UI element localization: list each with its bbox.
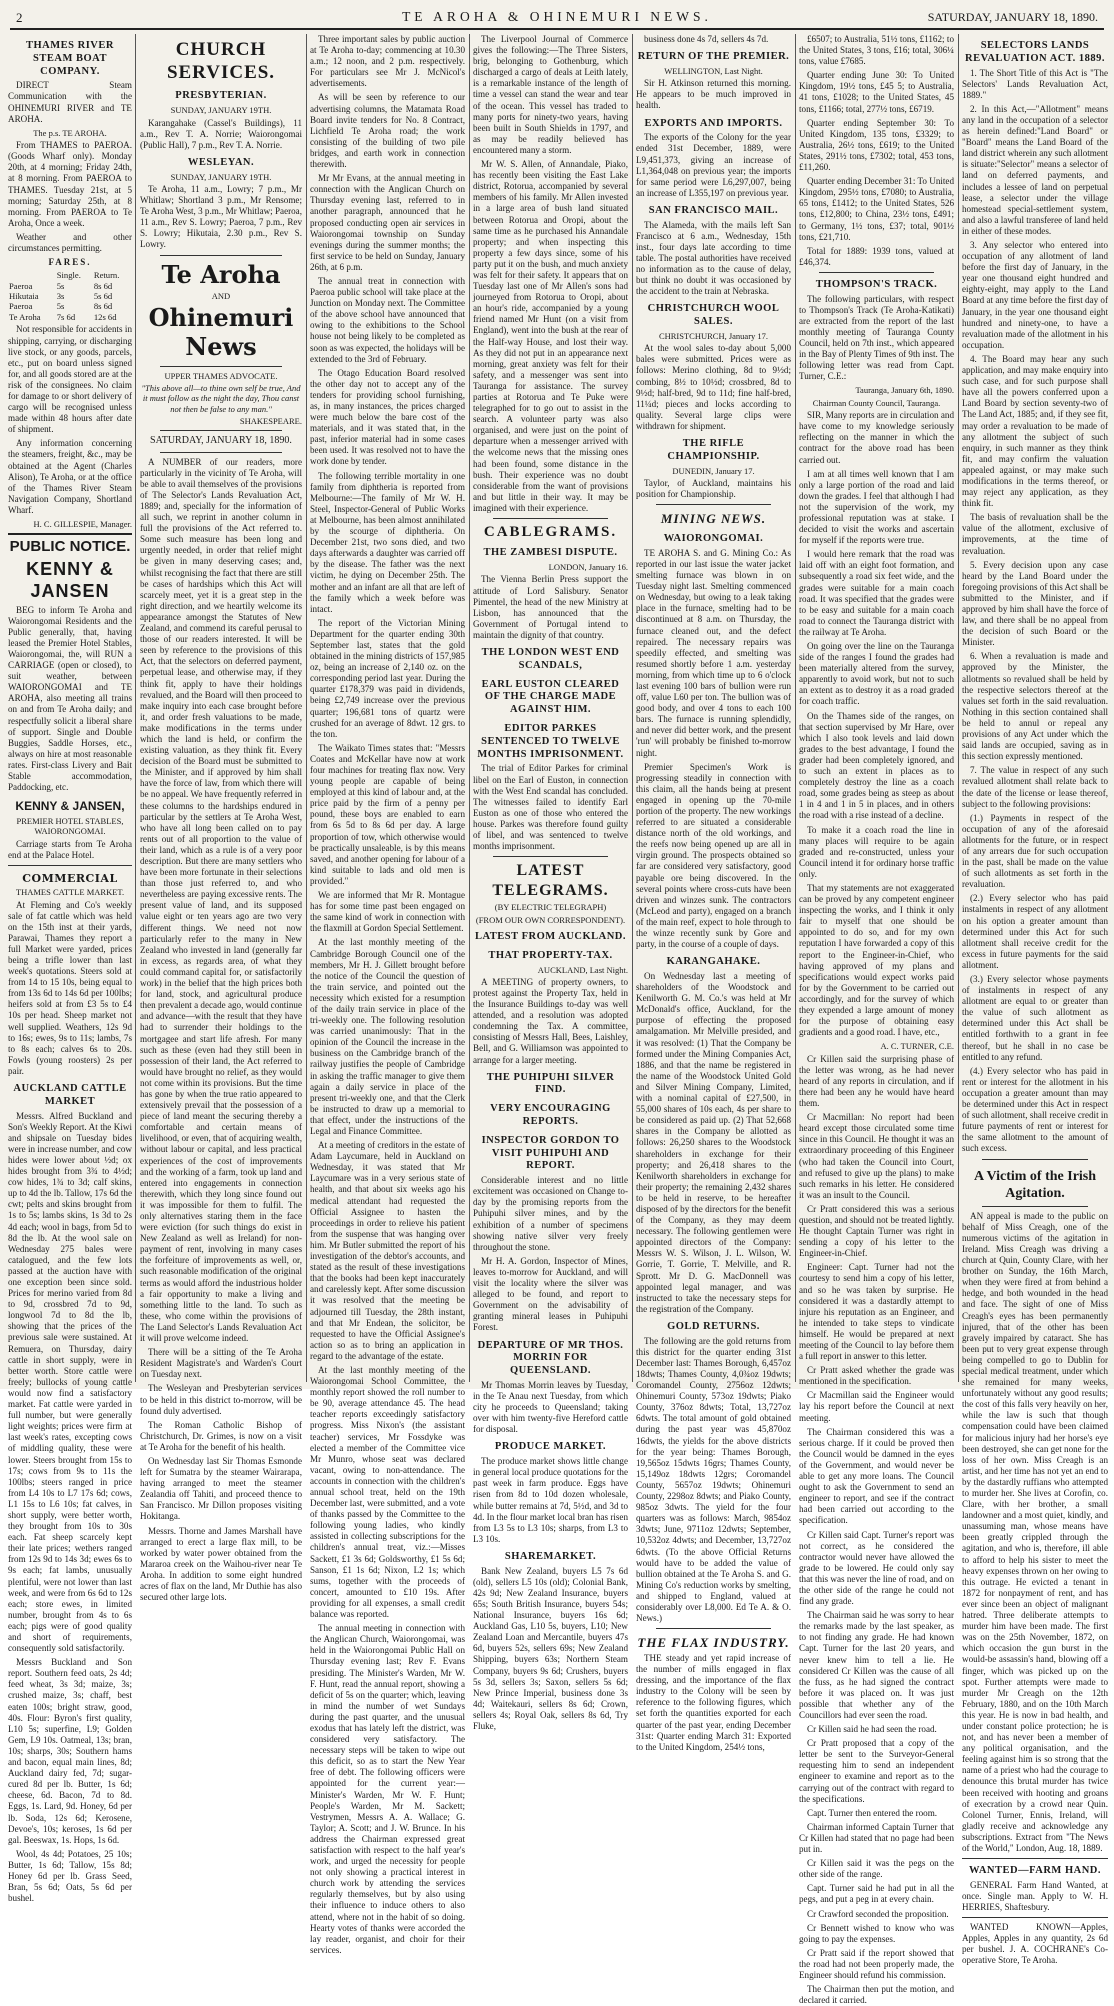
flax-heading: THE FLAX INDUSTRY.	[637, 1635, 790, 1651]
motto-attribution: SHAKESPEARE.	[239, 416, 302, 427]
presbyterian-text: Karangahake (Cassel's Buildings), 11 a.m., Rev T. A. Norrie; Waiorongomai (Public Hall), 7 p.m., Rev T. A. Norrie.	[140, 117, 302, 150]
presbyterian-date: SUNDAY, JANUARY 19TH.	[170, 105, 272, 116]
auckland-produce-text: Messrs Buckland and Son report. Southern feed oats, 2s 4d; feed wheat, 3s 3d; maize, 3s; crushed maize, 3s; chaff, best eaten 100s; bright straw, good, 40s. Flour: Byron's first quality, L10 5s; superfine, L9; Golden Gem, L9 10s. Oatmeal, 13s; bran, 10s; sharps, 30s; Southern hams and bacon, equal main lines, 8d; Auckland dairy fed, 7d; sugar-cured 8d per lb. Butter, 1s 6d; cheese, 6d. Bacon, 7d to 8d. Eggs, 1s. Lard, 9d. Honey, 6d per lb. Soda, 12s 6d; Kerosene, Devoe's, 10s; keroses, 1s 6d per gal. Beeswax, 1s. Hops, 1s 6d.	[8, 1657, 132, 1845]
divider	[656, 1628, 771, 1629]
kenny-jansen-text: BEG to inform Te Aroha and Waiorongomai Residents and the Public generally, that, having leased the Premier Hotel Stables, Waiorongomai, the, will RUN a CARRIAGE (open or closed), to suit weather, between WAIORONGOMAI and TE AROHA, also meeting all trains on and from Te Aroha daily; and respectfully solicit a liberal share of support. Single and Double Buggies, Saddle Horses, etc., always on hire at most reasonable rates. First-class Livery and Bait Stable accommodation, Paddocking, etc.	[8, 604, 132, 793]
act-section: 6. When a revaluation is made and approved by the Minister, the allotments so revalued shall be held by the respective selectors thereof at the values set forth in the said revaluation. Nothing in this section contained shall be held to annul or repeal any provisions of any Act under which the said lands are occupied, saving as in this section expressly mentioned.	[962, 651, 1108, 762]
property-tax-dateline: AUCKLAND, Last Night.	[537, 964, 628, 975]
act-section: (4.) Every selector who has paid in rent or interest for the allotment in his occupation a greater amount than may be determined under this Act in respect of such allotment, shall receive credit in future payments of rent or interest for the same allotment to the amount of such excess.	[962, 1065, 1108, 1154]
steamboat-ad-text: DIRECT Steam Communication with the OHINEMURI RIVER and TE AROHA.	[8, 80, 132, 124]
property-tax-heading: THAT PROPERTY-TAX.	[488, 949, 613, 961]
zambesi-heading: THE ZAMBESI DISPUTE.	[483, 547, 618, 559]
column-3	[310, 34, 465, 1955]
fares-caption: FARES.	[48, 257, 92, 268]
column-rule	[632, 34, 633, 1382]
karangahake-heading: KARANGAHAKE.	[666, 956, 761, 968]
exports-heading: EXPORTS AND IMPORTS.	[644, 117, 783, 129]
running-masthead: TE AROHA & OHINEMURI NEWS.	[402, 9, 712, 24]
produce-text: The produce market shows little change in general local produce quotations for the past week in farm produce. Eggs have risen from 8d to 10d dozen wholesale, while butter remains at 7d, 5½d, and 3d to 4d. In the flour market local bran has risen from L3 5s to L3 10s; sharps, from L3 to L3 10s.	[473, 1456, 628, 1544]
act-section: (1.) Payments in respect of the occupation of any of the aforesaid allotments for the future, or in respect of any arrears due for such occupation in the past, shall be made on the value of such allotments as set forth in the revaluation.	[962, 812, 1108, 890]
divider	[656, 504, 771, 505]
zambesi-text: The Vienna Berlin Press support the attitude of Lord Salisbury. Senator Pimentel, the head of the new Ministry at Lisbon, has announced that the Government of Portugal intend to maintain the dignity of that country.	[473, 574, 628, 640]
premier-text: Sir H. Atkinson returned this morning. He appears to be much improved in health.	[636, 78, 791, 111]
church-services-heading: CHURCH SERVICES.	[166, 39, 276, 84]
rifle-text: Taylor, of Auckland, maintains his position for Championship.	[636, 478, 791, 500]
fares-cell: Paeroa	[9, 280, 33, 291]
steamboat-weather: Weather and other circumstances permitting.	[8, 231, 132, 253]
track-letter: On the Thames side of the ranges, on that section supervised by Mr Hare, over which I also took levels and laid down grades to the best advantage, I found the grader had been completely ignored, and to such an extent in places as to completely destroy the line as a coach road, some grades being as steep as about 1 in 4 and 1 in 5 in places, and in others the road with a rise instead of a decline.	[799, 710, 954, 821]
editorial-text: A NUMBER of our readers, more particularly in the vicinity of Te Aroha, will be able to avail themselves of the provisions of The Selector's Lands Revaluation Act, 1889; and, specially for the information of all such, we reprint in another column in full the provisions of the Act referred to. Some such measure has been long and urgently needed, in order that relief might be given in many deserving cases; and, whilst recognising the fact that there are still be cases of hardships which this Act will scarcely meet, yet it is a great step in the right direction, and we heartily welcome its appearance amongst the Statutes of New Zealand, and commend its careful perusal to those of our readers interested. It will be seen by reference to the provisions of this Act, that the selectors on deferred payment, perpetual lease, and otherwise may, if they think fit, apply to have their holdings revalued, and the Board will then proceed to make inquiry into each case brought before it, and order fresh valuations to be made, make modifications in the terms under which the land is held, or confirm the existing valuation, as they think fit. Every decision of the Board must be submitted to the Minister, and if approved by him shall have the force of law, from which there will be no appeal. We have frequently referred in these columns to the hardships endured in particular by the settlers at Te Aroha West, who have all long been called on to pay rents out of all proportion to the value of their land, which as a rule is of a very poor description. But there are many settlers who have been more fortunate in their selections than those just referred to, and who nevertheless are paying excessive rents. The present value of land, and its supposed value eight or ten years ago are two very different things. We need not now particularly refer to the many in New Zealand who invested in land (generally far in excess, as regards area, of what they could command capital for, or satisfactorily work) in the belief that the high prices both for land, stock, and agricultural produce then prevalent a decade ago, would continue and advance—with the result that they have had to surrender their holdings to the mortgagee and start life afresh. For many such as these (even had they still been in possession of their land, the Act referred to would have brought no relief, as they would not come within its provisions. But the time has gone by when the true ratio appeared to extensively prevail that the possession of a piece of land meant the securing thereby a comfortable and certain means of livelihood, or even, that of acquiring wealth, without labour or capital, and less practical experiences of the cost of improvements and the working of a farm, took up land and entered into engagements in connection therewith, which they long since found out it was impossible for them to fulfil. The only alternatives staring them in the face were eviction (for such things do exist in New Zealand as well as Ireland) for non-payment of rent, involving in many cases the forfeiture of improvements as well, or, such reasonable modification of the original terms as would afford the industrious holder a fair opportunity to make a living and something little to the land. To such as these, who come within the provisions of The Land Selector's Lands Revaluation Act it will prove welcome indeed.	[140, 456, 302, 1344]
news-paragraph: Mr Mr Evans, at the annual meeting in connection with the Anglican Church on Thursday evening last, referred to in another paragraph, announced that he proposed conducting open air services in Waiorongomai township on Sunday evenings during the summer months; the first service to be held on Sunday, January 26th, at 6 p.m.	[310, 173, 465, 272]
waiorongomai-text: TE AROHA S. and G. Mining Co.: As reported in our last issue the water jacket smelting furnace was blown in on Tuesday night last. Smelting commenced on Wednesday, but owing to a leak taking place in the furnace, smelting had to be discontinued at 8 a.m. on Thursday, the furnace cleaned out, and the defect repaired. The necessary repairs was speedily effected, and smelting was resumed shortly before 1 a.m. yesterday morning, from which time up to 6 o'clock last evening 100 bars of bullion were run off, value L60 per ton. The bullion was of good body, and over 4 tons to each 100 bars. The furnace is running splendidly, and never did better work, and the present 'run' will probably be finished to-morrow night.	[636, 547, 791, 758]
divider	[160, 255, 282, 256]
column-5	[636, 34, 791, 1752]
track-discussion: Cr Pratt asked whether the grade was mentioned in the specification.	[799, 1365, 954, 1387]
fares-cell: 12s 6d	[93, 311, 117, 322]
act-section: 7. The value in respect of any such revalued allotment shall relate back to the date of the license or lease thereof, subject to the following provisions:	[962, 765, 1108, 809]
fares-cell: Te Aroha	[9, 311, 41, 322]
irish-victim-text: AN appeal is made to the public on behalf of Miss Creagh, one of the numerous victims of the agitation in Ireland. Miss Creagh was driving a church at Quin, County Clare, with her brother on Sunday, the 16th March, when they were fired at from behind a hedge, and both wounded in the head and face. The sight of one of Miss Creagh's eyes has been permanently injured, that of the other has been gravely impaired by cataract. She has been put to very great expense through being compelled to go to Dublin for special medical treatment, under which she remained for many weeks, unfortunately without any good results; the cost of this falls very heavily on her, while the law is such that though compensation could have been claimed for malicious injury had her horse's eye been destroyed, she can get none for the loss of her own. Miss Creagh is an artist, and her time has not yet an end to by the dastardly ruffians who attempted to murder her. She lives at Corofin, co. Clare, with her brother, a small landowner and a most quiet, kindly, and unassuming man, whose means have been greatly crippled through the agitation, and who is, therefore, ill able to afford to help his sister to meet the heavy expenses thrown on her owing to this outrage. He evicted a tenant in 1872 for nonpayment of rent, and has ever since been an object of malignant hatred. Three deliberate attempts to murder him have been made. The first was on the 25th November, 1872, on which occasion the gun burst in the would-be assassin's hand, blowing off a finger, which was picked up on the spot. Further attempts were made to murder Mr Creagh on the 12th February, 1880, and on the 10th March this year. He is now in bad health, and under constant police protection; he is not, and has never been a member of any political organisation, and the feeling against him is so strong that the name of a priest who had the courage to denounce this brutal murder has twice been received with hooting and groans of execration by a crowd near Quin. Colonel Turner, Ennis, Ireland, will gladly receive and acknowledge any subscriptions. Extract from "The News of the World," London, Aug. 18, 1889.	[962, 1210, 1108, 1853]
news-paragraph: The Otago Education Board resolved the other day not to accept any of the tenders for providing school furnishing, as, in many instances, the prices charged were much below the bare cost of the materials, and it was stated that, in the past, inferior material had in some cases been used. It was resolved not to have the work done by tender.	[310, 367, 465, 467]
track-discussion: Cr Pratt proposed that a copy of the letter be sent to the Surveyor-General requesting him to send an independent engineer to examine and report as to the carrying out of the contract with regard to the specifications.	[799, 1738, 954, 1804]
track-letter: I am at all times well known that I am only a large portion of the road and laid down the grades. I feel that although I had not the supervision of the work, my professional reputation was at stake. I decided to visit the works and ascertain for myself if the reports were true.	[799, 468, 954, 546]
steamboat-ad-title: THAMES RIVER STEAM BOAT COMPANY.	[26, 40, 114, 77]
act-section: The basis of revaluation shall be the value of the allotment, exclusive of improvements, at the time of revaluation.	[962, 512, 1108, 556]
track-letter: SIR, Many reports are in circulation and have come to my knowledge seriously reflecting on the manner in which the contract for the above road has been carried out.	[799, 410, 954, 465]
flax-quarter: Quarter ending December 31: To United Kingdom, 295½ tons, £7080; to Australia, 65 tons, £1412; to the United States, 526 tons, £12,800; to China, 23½ tons, £491; to Germany, 1½ tons, £37; total, 901½ tons, £21,710.	[799, 176, 954, 242]
news-paragraph: Three important sales by public auction at Te Aroha to-day; commencing at 10.30 a.m.; 12 noon, and 2 p.m. respectively. For particulars see Mr J. McNicol's advertisements.	[310, 34, 465, 89]
news-paragraph: The following terrible mortality in one family from diphtheria is reported from Melbourne:—The family of Mr W. H. Steel, Inspector-General of Public Works at Melbourne, has been almost annihilated by the scourge of diphtheria. On December 21st, two sons died, and two days afterwards a daughter was carried off by the disease. The father was the next victim, he dying on December 25th. The mother and an infant are all that are left of the family which a week before was intact.	[310, 470, 465, 614]
news-paragraph: The annual meeting in connection with the Anglican Church, Waiorongomai, was held in the Waiorongomai Public Hall on Thursday evening last; Rev F. Evans presiding. The Minister's Warden, Mr W. F. Hunt, read the annual report, showing a deficit of 5s on the quarter; which, leaving in mind the number of wet Sundays during the past quarter, and the unusual exodus that has lately left the district, was considered very satisfactory. The necessary steps will be taken to wipe out this deficit, so as to start the New Year free of debt. The following officers were appointed for the current year:—Minister's Warden, Mr W. F. Hunt; People's Warden, Mr M. Sackett; Vestrymen, Messrs A. A. Wallace; G. Taylor; A. Scott; and J. W. Brunce. In his address the Chairman expressed great satisfaction with respect to the half year's work, and urged the necessity for people not only showing a practical interest in church work by attending the services regularly themselves, but by also using their influence to induce others to also attend, where not in the habit of so doing. Hearty votes of thanks were accorded the lay reader, organist, and choir for their services.	[310, 1623, 465, 1955]
track-discussion: Chairman informed Captain Turner that Cr Killen had stated that no page had been put in.	[799, 1821, 954, 1855]
divider	[962, 1917, 1108, 1918]
flax-quarter: Quarter ending June 30: To United Kingdom, 19½ tons, £45 5; to Australia, 41 tons, £1028; to the United States, 45 tons, £1166; total, 277½ tons, £6719.	[799, 70, 954, 114]
thompsons-track-heading: THOMPSON'S TRACK.	[815, 278, 938, 290]
act-section: (3.) Every selector whose payments of instalments in respect of any allotment are equal to or greater than the value of such allotment as determined under this Act shall be entitled forthwith to a grant in fee thereof, but he shall in no case be entitled to any refund.	[962, 974, 1108, 1062]
divider	[8, 865, 132, 866]
sharemarket-heading: SHAREMARKET.	[504, 1550, 597, 1562]
sharemarket-text: Bank New Zealand, buyers L5 7s 6d (old), sellers L5 10s (old); Colonial Bank, 42s 9d; New Zealand Insurance, buyers 65s; South British Insurance, buyers 54s; National Insurance, buyers 16s 6d; Auckland Gas, L10 5s, buyers, L10; New Zealand Loan and Mercantile, buyers 47s 6d, buyers 52s, sellers 69s; New Zealand Shipping, buyers 63s; Northern Steam Company, buyers 9s 6d; Crushers, buyers 5s 3d, sellers 3s; Saxon, sellers 5s 6d; New Prince Imperial, business done 3s 4d; Waitekauri, sellers 8s 6d; Crown, sellers 4s; Royal Oak, sellers 8s 6d, Try Fluke,	[473, 1565, 628, 1732]
fares-header-row	[8, 270, 132, 280]
fares-row	[8, 301, 132, 311]
produce-heading: PRODUCE MARKET.	[494, 1441, 607, 1453]
fares-cell: 5s 6d	[93, 291, 113, 301]
track-discussion: Capt. Turner said he had put in all the pegs, and put a peg in at every chain.	[799, 1883, 954, 1905]
track-discussion: Cr Bennett wished to know who was going to pay the expenses.	[799, 1922, 954, 1944]
divider	[493, 856, 608, 857]
wesleyan-date: SUNDAY, JANUARY 19TH.	[170, 171, 272, 182]
waiorongomai-text-2: Premier Specimen's Work is progressing steadily in connection with this claim, all the hands being at present engaged in opening up the 70-mile portion of the property. The new workings referred to are situated a considerable distance north of the old workings, and the reefs now being opened up are all in virgin ground. The prospects obtained so far are considered very satisfactory, good payable ore being discovered. In the several points where cross-cuts have been driven and winzes sunk. The contractors (McLeod and party), engaged on a branch of the main reef, expect to hole through to the winze recently sunk by Gore and party, in the course of a couple of days.	[636, 761, 791, 950]
own-correspondent: (FROM OUR OWN CORRESPONDENT).	[475, 914, 626, 925]
by-telegraph: (BY ELECTRIC TELEGRAPH)	[494, 902, 607, 913]
auckland-produce-text-2: Wool, 4s 4d; Potatoes, 25 10s; Butter, 1s 6d; Tallow, 15s 8d; Honey 6d per lb. Grass Seed, Bran, 5s 6d; Oats, 5s 6d per bushel.	[8, 1848, 132, 1904]
steamboat-times: From THAMES to PAEROA. (Goods Wharf only). Monday 20th, at 4 morning; Friday 24th, at 8 morning. From PAEROA to THAMES. Tuesday 21st, at 5 morning; Saturday 25th, at 8 morning. From PAEROA to Te Aroha, Once a week.	[8, 140, 132, 228]
news-paragraph: At a meeting of creditors in the estate of Adam Laycumare, held in Auckland on Wednesday, it was stated that Mr Laycumare was in a very serious state of health, and that about six weeks ago his medical attendant had requested the Official Assignee to hasten the proceedings in order to relieve his patient from the suspense that was hanging over him. Mr Butler submitted the report of his investigation of the debtor's accounts, and stated as the result of these investigations that the books had been kept inaccurately and carelessly kept. After some discussion it was resolved that the meeting be adjourned till Tuesday, the 28th instant, and that Mr Endean, the solicitor, be requested to have the Official Assignee's action so as to bring an application in regard to the advantage of the estate.	[310, 1140, 465, 1361]
thames-cattle-heading: THAMES CATTLE MARKET.	[15, 887, 125, 898]
premier-dateline: WELLINGTON, Last Night.	[664, 65, 763, 76]
cablegrams-heading: CABLEGRAMS.	[483, 524, 618, 541]
news-paragraph: There will be a sitting of the Te Aroha Resident Magistrate's and Warden's Court on Tuesday next.	[140, 1347, 302, 1380]
page-number: 2	[16, 10, 23, 25]
column-rule	[306, 34, 307, 1382]
steamboat-signature: H. C. GILLESPIE, Manager.	[33, 519, 132, 530]
column-rule	[795, 34, 796, 1382]
fares-cell: Paeroa	[9, 301, 33, 312]
track-discussion: The Chairman then put the motion, and declared it carried.	[799, 1984, 954, 2006]
parkes-heading: EDITOR PARKES SENTENCED TO TWELVE MONTHS IMPRISONMENT.	[477, 723, 624, 760]
track-discussion: Cr Pratt said if the report showed that the road had not been properly made, the Engineer should refund his commission.	[799, 1947, 954, 1980]
news-paragraph: Mr W. S. Allen, of Annandale, Piako, has recently been visiting the East Lake district, Rotorua, accompanied by several members of his family. Mr Allen invested in a large area of bush land situated between Rotorua and Oropi, about the same time as he purchased his Annandale property; and when inspecting this property a few days since, some of his party put it on the bush, and much anxiety was felt for their safety. It appears that on Tuesday last one of Mr Allen's sons had journeyed from Rotorua to Oropi, about an hour's ride, accompanied by a young friend named Mr Hunt (on a visit from England), went into the bush at the rear of the Half-way House, and lost their way. As they did not put in an appearance next morning, great anxiety was felt for their safety, and a messenger was sent into Tauranga for assistance. The survey parties at Rotorua and Te Puke were telegraphed for to go out to assist in the search. A volunteer party was also organised, and were just on the point of departure when a messenger arrived with the welcome news that the missing ones had been found, some distance in the bush. Their experience was no doubt considerable from the want of provisions and but little in their way. It may be imagined with their experience.	[473, 159, 628, 513]
sf-mail-heading: SAN FRANCISCO MAIL.	[648, 204, 779, 216]
track-discussion: The Chairman considered this was a serious charge. If it could be proved then the Council would be damned in the eyes of the Government, and would never be able to get any more loans. The Council ought to ask the Government to send an engineer to report, and see if the contract had been carried out according to the specification.	[799, 1426, 954, 1526]
track-letter-signature: A. C. TURNER, C.E.	[880, 1041, 954, 1052]
act-section: (2.) Every selector who has paid instalments in respect of any allotment on his option a greater amount than determined under this Act for such allotment shall receive credit for the excess in future payments for the said allotment.	[962, 893, 1108, 970]
column-6	[799, 34, 954, 2006]
news-paragraph: The Roman Catholic Bishop of Christchurch, Dr. Grimes, is now on a visit at Te Aroha for the benefit of his health.	[140, 1419, 302, 1452]
act-section: 3. Any selector who entered into occupation of any allotment of land before the first day of January, in the year one thousand eight hundred and eighty-eight, may apply to the Land Board at any time before the first day of January, in the year one thousand eight hundred and ninety-one, to have a revaluation made of the allotment in his occupation.	[962, 240, 1108, 350]
news-paragraph: At the last monthly meeting of the Cambridge Borough Council one of the members, Mr H. J. Gillett brought before the notice of the Council the question of the train service, and pointed out the necessity which existed for a resumption of the daily train service in place of the tri-weekly one. The following resolution was carried unanimously: That in the opinion of the Council the increase in the business on the Cambridge branch of the railway justifies the people of Cambridge in asking the traffic manager to give them again a daily service in place of the present tri-weekly one, and that the Clerk be instructed to draw up a memorial to that effect, under the instructions of the Legal and Finance Committee.	[310, 937, 465, 1136]
page-header	[10, 6, 1104, 30]
track-discussion: Cr Killen said the surprising phase of the letter was wrong, as he had never heard of any reports in circulation, and if there had been any he would have heard them.	[799, 1053, 954, 1109]
morrin-text: Mr Thomas Morrin leaves by Tuesday, in the Te Anau next Tuesday, from which city he proceeds to Queensland; taking over with him twenty-five Hereford cattle for disposal.	[473, 1379, 628, 1435]
latest-telegrams-heading: LATEST TELEGRAMS.	[492, 862, 609, 899]
news-paragraph: The report of the Victorian Mining Department for the quarter ending 30th September last, states that the gold obtained in the mining districts of 157,985 oz, being an increase of 2,140 oz. on the corresponding period last year. During the quarter £178,379 was paid in dividends, being £2,749 increase over the previous quarter; 196,681 tons of quartz were crushed for an average of 8dwt. 12 grs. to the ton.	[310, 617, 465, 739]
column-7	[962, 34, 1108, 1966]
divider	[160, 452, 282, 453]
gold-returns-heading: GOLD RETURNS.	[667, 1320, 760, 1332]
divider	[160, 366, 282, 367]
premier-heading: RETURN OF THE PREMIER.	[637, 51, 790, 63]
act-section: 1. The Short Title of this Act is "The Selectors' Lands Revaluation Act, 1889."	[962, 67, 1108, 100]
fares-cell: 8s 6d	[93, 301, 113, 312]
fares-cell: Hikutaia	[9, 291, 39, 301]
west-end-text: The trial of Editor Parkes for criminal libel on the Earl of Euston, in connection with the West End scandal has concluded. The witnesses failed to identify Earl Euston as one of those who entered the house. Parkes was therefore found guilty of libel, and was sentenced to twelve months imprisonment.	[473, 763, 628, 852]
track-discussion: Cr Crawford seconded the proposition.	[807, 1908, 949, 1919]
rifle-heading: THE RIFLE CHAMPIONSHIP.	[667, 438, 760, 462]
act-section: 2. In this Act,—"Allotment" means any land in the occupation of a selector as herein defined:"Land Board" or "Board" means the Land Board of the land district wherein any such allotment is situate:"Selector" means a selector of land on deferred payments, and includes a lessee of land on perpetual lease, a selector under the village homestead special-settlement system, and also a lawful transferee of land held in either of these modes.	[962, 103, 1108, 236]
column-4	[473, 34, 628, 1732]
editorial-dateline: SATURDAY, JANUARY 18, 1890.	[150, 435, 292, 447]
track-letter: To make it a coach road the line in many places will require to be again graded and re-constructed, unless your Council intend it for ordinary horse traffic only.	[799, 824, 954, 879]
column-2	[140, 34, 302, 1603]
irish-victim-heading: A Victim of the Irish Agitation.	[973, 1168, 1097, 1201]
puhipuhi-text: Considerable interest and no little excitement was occasioned on Change to-day by the promising reports from the Puhipuhi silver mines, and by the exhibition of a number of specimens showing native silver very freely throughout the stone.	[473, 1175, 628, 1252]
encouraging-heading: VERY ENCOURAGING REPORTS.	[490, 1103, 611, 1128]
divider	[493, 518, 608, 519]
waiorongomai-heading: WAIORONGOMAI.	[663, 533, 764, 545]
fares-table	[8, 270, 132, 322]
kenny-jansen-title-2: KENNY & JANSEN,	[15, 799, 125, 814]
farm-hand-text: GENERAL Farm Hand Wanted, at once. Single man. Apply to W. H. HERRIES, Shaftesbury.	[962, 1879, 1108, 1913]
track-discussion: Cr Killen said it was the pegs on the other side of the range.	[799, 1858, 954, 1880]
masthead-and: AND	[211, 290, 231, 301]
steamboat-name: The p.s. TE AROHA.	[33, 127, 107, 138]
wool-sales-dateline: CHRISTCHURCH, January 17.	[658, 330, 769, 341]
west-end-heading: THE LONDON WEST END SCANDALS,	[481, 647, 620, 671]
track-discussion: Cr Killen said Capt. Turner's report was not correct, as he considered the contractor would never have allowed the grade to be lowered. He could only say that this was never the line of road, and on the other side of the range he could not find any grade.	[799, 1529, 954, 1607]
news-paragraph: At the last monthly meeting of the Waiorongomai School Committee, the monthly report showed the roll number to be 90, average attendance 45. The head teacher reports exceedingly satisfactory progress. Miss Nixon's (the assistant teacher) services, Mr Fossdyke was elected a member of the Committee vice Mr Munro, whose seat was declared vacant, owing to non-attendance. The accounts in connection with the children's annual school treat, held on the 19th December last, were submitted, and a vote of thanks passed by the Committee to the following young ladies, who kindly assisted in collecting subscriptions for the children's annual treat, viz.:—Misses Sackett, £1 3s 6d; Goldsworthy, £1 5s 6d; Sanson, £1 1s 6d; Nixon, L2 1s; which sums, together with the proceeds of concert, amounted to £10 19s. After providing for all expenses, a small credit balance was reported.	[310, 1364, 465, 1620]
column-rule	[469, 34, 470, 1382]
wesleyan-heading: WESLEYAN.	[187, 156, 255, 168]
fares-row	[8, 312, 132, 322]
public-notice-heading: PUBLIC NOTICE.	[8, 533, 132, 556]
auckland-cattle-heading: AUCKLAND CATTLE MARKET	[13, 1083, 127, 1107]
auckland-cattle-text: Messrs. Alfred Buckland and Son's Weekly Report. At the Kiwi and shipsale on Tuesday bides were in increase number, and cow hides were lower about ½d; ox hides brought from 3¾ to 4½d; cow hides, 1¾ to 3d; calf skins, up to 4d the lb. Tallow, 17s 6d the cwt; pelts and skins brought from 1s to 5s; lambs skins, 1s 3d to 2s 4d each; wool in bags, from 5d to 8d the lb. At the wool sale on Wednesday 275 bales were catalogued, and the few lots passed at the auction have with one exception been since sold. Prices for merino varied from 8d to 9d, crossbred 7d to 9d, longwool 7d to 8d the lb, showing that the prices of the previous sale were sustained. At Remuera, on Thursday, dairy cattle in short supply, were in better worth. Store cattle were freely; bullocks of young cattle would now find a satisfactory market. Fat cattle were yarded in full number, but were generally light weights; prices were firm at last week's rates, excepting cows of middling quality, these were lower. Steers brought from 15s to 17s; cows from 9s to 11s the 100lbs; steers ranged in price from L4 10s to L7 17s 6d; cows, L1 15s to L6 10s; fat calves, in short supply, were better worth, they brought from 10s to 30s each. Fat sheep scarcely kept their late prices; wethers ranged from 12s 9d to 14s 3d; ewes 6s to 9s each; fat lambs, unusually plentiful, were not lower than last week, and were from 6s 6d to 12s each; store ewes, in limited number, brought from 4s to 6s each; pigs were of good quality and short of requirements, consequently sold satisfactorily.	[8, 1110, 132, 1654]
kenny-jansen-note: Carriage starts from Te Aroha end at the Palace Hotel.	[8, 838, 132, 860]
news-paragraph: The Liverpool Journal of Commerce gives the following:—The Three Sisters, brig, belonging to Gothenburg, which discharged a cargo of deals at Leith lately, is a remarkable instance of the length of time a vessel can stand the wear and tear of the ocean. This vessel has traded to many ports for ninety-two years, having been built in South Shields in 1797, and as may be readily believed has encountered many a storm.	[473, 34, 628, 155]
steamboat-responsibility: Not responsible for accidents in shipping, carrying, or discharging live stock, or any goods, parcels, etc., put on board unless signed for, and all goods stored are at the risk of the consignees. No claim for damage to or short delivery of cargo will be recognised unless made within 48 hours after date of shipment.	[8, 324, 132, 435]
divider	[982, 1206, 1088, 1207]
track-letter: On going over the line on the Tauranga side of the ranges I found the grades had been materially altered from the survey, apparently to avoid work, but not to such an extent as to destroy it as a road graded for coach traffic.	[799, 641, 954, 707]
fares-header-cell: Single.	[56, 270, 81, 281]
euston-heading: EARL EUSTON CLEARED OF THE CHARGE MADE AGAINST HIM.	[481, 678, 620, 716]
masthead-ohinemuri-news: Ohinemuri News	[148, 303, 294, 362]
masthead-te-aroha: Te Aroha	[161, 259, 281, 289]
morrin-heading: DEPARTURE OF MR THOS. MORRIN FOR QUEENSLAND.	[477, 1339, 624, 1377]
kenny-jansen-title: KENNY & JANSEN	[26, 558, 114, 601]
farm-hand-heading: WANTED—FARM HAND.	[969, 1865, 1101, 1877]
exports-text: The exports of the Colony for the year ended 31st December, 1889, were L9,451,373, giving an increase of L1,364,048 on previous year; the imports for same period were L6,297,007, being an increase of L355,197 on previous year.	[636, 132, 791, 198]
news-paragraph: As will be seen by reference to our advertising columns, the Matamata Road Board invite tenders for No. 8 Contract, Lichfield Te Aroha road; the work consisting of the building of two pile bridges, and earth work in connection therewith.	[310, 92, 465, 170]
revaluation-act-heading: SELECTORS LANDS REVALUATION ACT. 1889.	[965, 40, 1105, 64]
sharemarket-text-cont: business done 4s 7d, sellers 4s 7d.	[644, 34, 769, 44]
fares-cell: 3s	[56, 291, 65, 301]
track-letter-date: Tauranga, January 6th, 1890.	[855, 385, 954, 396]
track-discussion: Cr Macmillan: No report had been heard except those circulated some time since in this Council. He thought it was an extraordinary proceeding of this Engineer (who had taken the Council into Court, and refused to give up the plans) to make such remarks in his letter. He considered it was an insult to the Council.	[799, 1112, 954, 1200]
flax-total: Total for 1889: 1939 tons, valued at £46,374.	[799, 245, 954, 267]
fares-cell: 5s	[56, 301, 65, 312]
puhipuhi-text-2: Mr H. A. Gordon, Inspector of Mines, leaves to-morrow for Auckland, and will visit the locality where the silver was alleged to be found, and report to Government on the advisability of granting mineral leases in Puhipuhi Forest.	[473, 1255, 628, 1333]
flax-text-cont: £6507; to Australia, 51½ tons, £1162; to the United States, 3 tons, £16; total, 306¼ tons, value £7685.	[799, 34, 954, 67]
track-text: The following particulars, with respect to Thompson's Track (Te Aroha-Katikati) are extracted from the report of the last monthly meeting of Tauranga County Council, held on 7th inst., which appeared in the Bay of Plenty Times of 9th inst. The following letter was read from Capt. Turner, C.E.:	[799, 293, 954, 382]
upper-thames-advocate: UPPER THAMES ADVOCATE.	[164, 370, 278, 381]
fares-row	[8, 291, 132, 301]
track-letter: That my statements are not exaggerated can be proved by any competent engineer inspecting the works, and I think it only fair to myself that one should be appointed to do so, and for my own reputation I have forwarded a copy of this report to the Engineer-in-Chief, who having approved of my plans and specifications would expect works paid for by the Government to be carried out accordingly, and for the survey of which they expended a large amount of money for the purpose of obtaining easy gradients and a good road. I have, etc.,	[799, 882, 954, 1038]
track-discussion: Cr Pratt considered this was a serious question, and should not be treated lightly. He thought Captain Turner was right in sending a copy of his letter to the Engineer-in-Chief.	[799, 1203, 954, 1259]
news-paragraph: The Wesleyan and Presbyterian services to be held in this district to-morrow, will be found duly advertised.	[140, 1383, 302, 1416]
fares-cell: 5s	[56, 280, 65, 291]
property-tax-text: A MEETING of property owners, to protest against the Property Tax, held in the Insurance Buildings to-day was well attended, and a resolution was adopted condemning the Tax. A committee, consisting of Messrs Hall, Bees, Laishley, Bell, and G. Williamson was appointed to arrange for a larger meeting.	[473, 976, 628, 1065]
fares-header-cell	[8, 270, 56, 280]
track-letter-to: Chairman County Council, Tauranga.	[812, 397, 941, 408]
commercial-heading: COMMERCIAL	[22, 871, 118, 885]
news-paragraph: We are informed that Mr R. Montague has for some time past been engaged on the same kind of work in connection with the flaxmill at Gordon Special Settlement.	[310, 890, 465, 934]
apples-ad: WANTED KNOWN—Apples, Apples, Apples in any quantity, 2s 6d per bushel. J. A. COCHRANE's Co-operative Store, Te Aroha.	[962, 1922, 1108, 1966]
track-discussion: Capt. Turner then entered the room.	[807, 1807, 938, 1818]
news-paragraph: Messrs. Thorne and James Marshall have arranged to erect a large flax mill, to be worked by water power obtained from the Mararoa creek on the Waihou-river near Te Aroha. In addition to some eight hundred acres of flax on the land, Mr Duthie has also secured other large lots.	[140, 1525, 302, 1603]
wool-sales-heading: CHRISTCHURCH WOOL SALES.	[647, 303, 780, 328]
divider	[962, 1858, 1108, 1859]
thames-cattle-text: At Fleming and Co's weekly sale of fat cattle which was held on the 15th inst at their yards, Parawai, Thames they report a full Market were yarded, prices being a trifle lower than last week's quotations. Steers sold at from 14 to 15 10s, being equal to from 13s 6d to 14s 6d per 100lbs; heifers sold at from £3 5s to £4 10s per head. Sheep market not well supplied. Weathers, 12s 9d to 16s; ewes, 9s to 11s; lambs, 7s to 8s each; calves 6s to 20s. Fowls (young roosters) 2s per pair.	[8, 899, 132, 1076]
track-discussion: Cr Macmillan said the Engineer would lay his report before the Council at next meeting.	[799, 1390, 954, 1423]
news-paragraph: The annual treat in connection with Paeroa public school will take place at the Junction on Monday next. The Committee of the above school have announced that owing to the exhibitions to the School house not being likely to be completed as soon as was expected, the holidays will be extended to the 3rd of February.	[310, 275, 465, 364]
track-discussion: The Chairman said he was sorry to hear the remarks made by the last speaker, as to not finding any grade. He had known Capt. Turner for the last 20 years, and never knew him to tell a lie. He considered Cr Killen was the cause of all the fuss, as he had signed the contract before it was placed on. It was just possible that whether any of the Councillors had ever seen the road.	[799, 1610, 954, 1720]
inspector-heading: INSPECTOR GORDON TO VISIT PUHIPUHI AND REPORT.	[481, 1134, 620, 1172]
act-section: 5. Every decision upon any case heard by the Land Board under the foregoing provisions of this Act shall be submitted to the Minister, and if approved by him shall have the force of law, and there shall be no appeal from the decision of such Board or the Minister.	[962, 559, 1108, 648]
wesleyan-text: Te Aroha, 11 a.m., Lowry; 7 p.m., Mr Whitlaw; Shortland 3 p.m., Mr Rensome; Te Aroha West, 3 p.m., Mr Whitlaw; Paeroa, 11 a.m., Rev S. Lowry; Paeroa, 7 p.m., Rev S. Lowry; Hikutaia, 2.30 p.m., Rev S. Lowry.	[140, 183, 302, 250]
fares-row	[8, 281, 132, 291]
flax-text: THE steady and yet rapid increase of the number of mills engaged in flax dressing, and the importance of the flax industry to the Colony will be seen by reference to the following figures, which set forth the quantities exported for each quarter of the past year, ending December 31st: Quarter ending March 31: Exported to the United Kingdom, 254½ tons,	[636, 1653, 791, 1752]
track-discussion: Cr Killen said he had seen the road.	[807, 1724, 937, 1735]
header-date: SATURDAY, JANUARY 18, 1890.	[927, 10, 1098, 24]
zambesi-dateline: LONDON, January 16.	[548, 562, 628, 573]
gold-returns-text: The following are the gold returns from this district for the quarter ending 31st December last: Thames Borough, 6,457oz 18dwts; Thames County, 4,0¾oz 19dwts; Coromandel County, 2756oz 12dwts; Ohinemuri County, 573oz 19dwts; Piako County, 376oz 8dwts; Total, 13,727oz 6dwts. The total amount of gold obtained during the past year was 45,870oz 16dwts, the yields for the above districts for the year being: Thames Borough, 19,565oz 15dwts 16grs; Thames County, 15,149oz 18dwts 12grs; Coromandel County, 5657oz 19dwts; Ohinemuri County, 2298oz 8dwts; and Piako County, 985oz 3dwts. The yield for the four quarters was as follows: March, 9854oz 3dwts; June, 9711oz 12dwts; September, 10,532oz 4dwts; and December, 13,727oz 6dwts. (To the above Official Returns would have to be added the value of bullion obtained at the Te Aroha S. and G. Mining Co's reduction works by smelting, and shipped to England, valued at considerably over L8,000. Ed Te A. & O. News.)	[636, 1335, 791, 1624]
fares-cell: 7s 6d	[56, 311, 76, 322]
rifle-dateline: DUNEDIN, January 17.	[672, 465, 755, 476]
fares-header-cell: Return.	[93, 270, 120, 281]
kenny-jansen-address: PREMIER HOTEL STABLES, WAIORONGOMAI.	[16, 815, 124, 837]
column-1	[8, 34, 132, 1904]
track-letter: I would here remark that the road was laid off with an eight foot formation, and subsequently a road six feet wide, and the grades were suitable for a main coach road. It was specified that the grades were to be easy and suitable for a main coach road to connect the Tauranga district with the railway at Te Aroha.	[799, 549, 954, 637]
news-paragraph: On Wednesday last Sir Thomas Esmonde left for Sumatra by the steamer Wairarapa, having arranged to meet the steamer Zealandia off Tahiti, and proceed thence to San Francisco. Mr Dillon proposes visiting Hokitanga.	[140, 1455, 302, 1522]
fares-cell: 8s 6d	[93, 280, 113, 291]
column-rule	[958, 34, 959, 1382]
presbyterian-heading: PRESBYTERIAN.	[175, 90, 267, 102]
mining-news-heading: MINING NEWS.	[660, 511, 767, 527]
divider	[819, 272, 934, 273]
masthead-motto: "This above all—to thine own self be true, And it must follow as the night the day, Thou canst not then be false to any man."	[141, 383, 301, 414]
wool-sales-text: At the wool sales to-day about 5,000 bales were submitted. Prices were as follows: Merino clothing, 8d to 9½d; combing, 8½ to 10½d; crossbred, 8d to 9½d; half-bred, 9d to 11d; fine half-bred, 11¼d; pieces and locks according to quality. Several large clips were withdrawn for shipment.	[636, 343, 791, 431]
sf-mail-text: The Alameda, with the mails left San Francisco at 6 a.m., Wednesday, 15th inst., four days late according to time table. The postal authorities have received no information as to the cause of delay, but think no doubt it was occasioned by the accident to the train at Nebraska.	[636, 219, 791, 297]
flax-quarter: Quarter ending September 30: To United Kingdom, 135 tons, £3329; to Australia, 26½ tons, £619; to the United States, 291½ tons, £7302; total, 453 tons, £11,260.	[799, 117, 954, 173]
act-section: 4. The Board may hear any such application, and may make enquiry into such case, and for such purpose shall have all the powers conferred upon a Land Board by section seventy-two of The Land Act, 1885; and, if they see fit, may order a revaluation to be made of any allotment the subject of such enquiry, in such manner as they think fit, and may confirm the valuation appealed against, or may make such modifications in the terms thereof, or may reject any application, as they think fit.	[962, 353, 1108, 509]
puhipuhi-heading: THE PUHIPUHI SILVER FIND.	[486, 1071, 615, 1096]
track-discussion: Engineer: Capt. Turner had not the courtesy to send him a copy of his letter, and so he was taken by surprise. He considered it was a dastardly attempt to injure his reputation as an Engineer, and he intended to take steps to vindicate himself. He would be prepared at next meeting of the Council to lay before them a full report in answer to this letter.	[799, 1262, 954, 1362]
column-rule	[135, 34, 136, 1382]
steamboat-info: Any information concerning the steamers, freight, &c., may be obtained at the Agent (Charles Alison), Te Aroha, or at the office of the Thames River Steam Navigation Company, Shortland Wharf.	[8, 438, 132, 515]
karangahake-text: On Wednesday last a meeting of shareholders of the Woodstock and Kenilworth G. M. Co.'s was held at Mr McDonald's office, Auckland, for the purpose of effecting the proposed amalgamation. Mr Melville presided, and it was resolved: (1) That the Company be formed under the Mining Companies Act, 1886, and that the name be registered in the name of the Woodstock United Gold and Silver Mining Company, Limited, with a nominal capital of £27,500, in 55,000 shares of 10s each, 4s per share to be considered as paid up. (2) That 52,668 shares in the Company be allotted as follows: 26,250 shares to the Woodstock shareholders in exchange for their property; and 26,418 shares to the Kenilworth shareholders in exchange for their property; the remaining 2,432 shares to be held in reserve, to be hereafter disposed of by the directors for the benefit of the Company, as they may deem necessary. The following gentlemen were appointed directors of the Company: Messrs W. S. Wilson, J. L. Wilson, W. Gorrie, T. Gorrie, T. Melville, and R. Sprott. Mr D. G. MacDonnell was appointed legal manager, and was instructed to take the necessary steps for the registration of the Company.	[636, 971, 791, 1314]
divider	[982, 1159, 1088, 1160]
latest-auckland-heading: LATEST FROM AUCKLAND.	[474, 930, 626, 942]
news-paragraph: The Waikato Times states that: "Messrs Coates and McKellar have now at work four machines for treating flax now. Very young people are capable of being employed at this kind of labour and, at the price paid by the firm of a penny per pound, these boys are enabled to earn from 6s 5d to 8s 6d per day. A large proportion of tow, which otherwise would be practically unsaleable, is by this means saved, and another opening for labour of a kind suitable to lads and old men is provided."	[310, 742, 465, 886]
divider	[160, 430, 282, 431]
